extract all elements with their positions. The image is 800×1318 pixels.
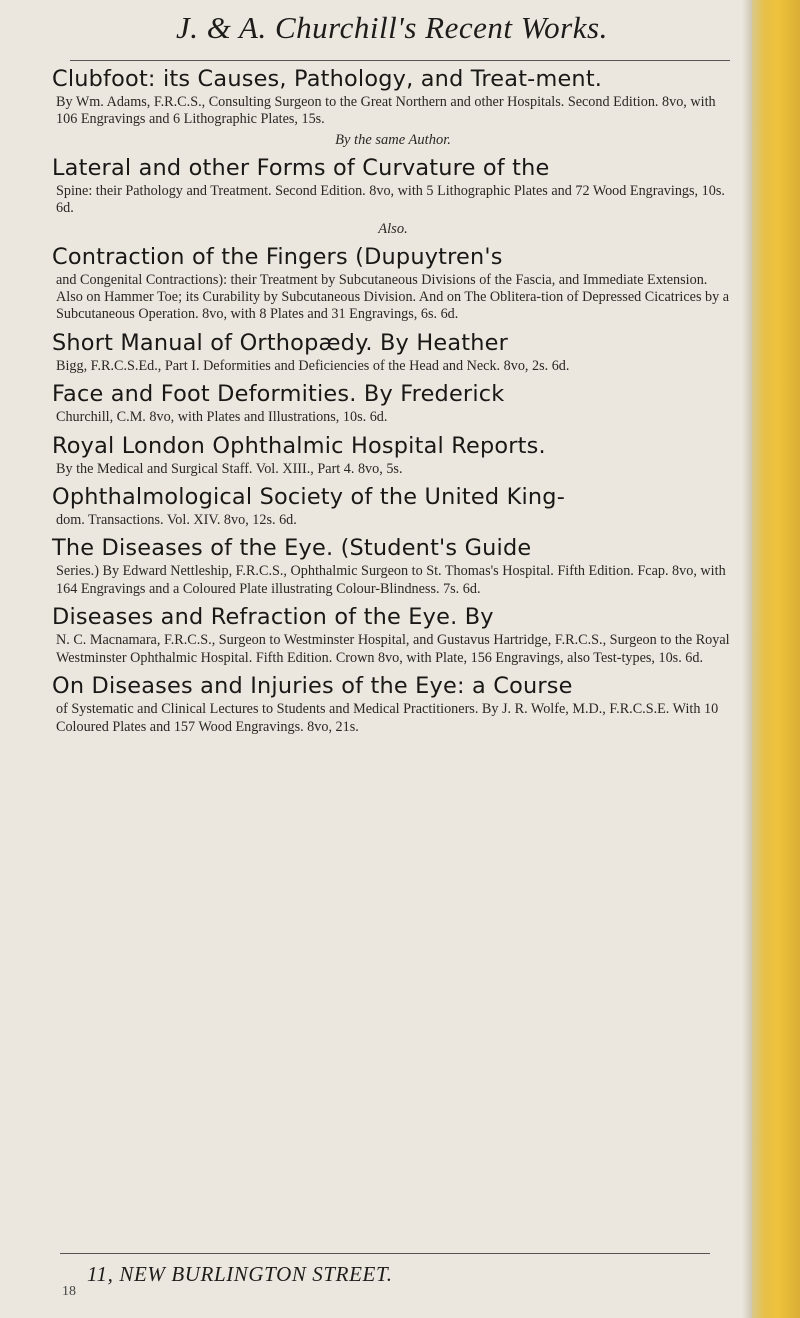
entry-description: By the Medical and Surgical Staff. Vol. XIII., Part 4. 8vo, 5s. (56, 460, 403, 477)
catalogue-entry (52, 484, 734, 529)
entry-description: Spine: their Pathology and Treatment. Second Edition. 8vo, with 5 Lithographic Plates and 72 Wood Engravings, 10s. 6d. (56, 182, 725, 217)
entry-title: Short Manual of Orthopædy. By Heather (52, 329, 508, 356)
entry-description: of Systematic and Clinical Lectures to Students and Medical Practitioners. By J. R. Wolfe, M.D., F.R.C.S.E. With 10 Coloured Plates and 157 Wood Engravings. 8vo, 21s. (56, 701, 719, 735)
catalogue-entry (52, 604, 734, 667)
gilt-page-edge (752, 0, 800, 1318)
entry-description: Series.) By Edward Nettleship, F.R.C.S., Ophthalmic Surgeon to St. Thomas's Hospital. Fifth Edition. Fcap. 8vo, with 164 Engravings and a Coloured Plate illustrating Colour-Blindness. 7s. 6d. (56, 563, 726, 597)
page-number: 18 (62, 1284, 76, 1299)
publisher-address: 11, NEW BURLINGTON STREET. (87, 1262, 393, 1286)
entry-title: Clubfoot: its Causes, Pathology, and Treat-ment. (52, 66, 603, 92)
entry-description: N. C. Macnamara, F.R.C.S., Surgeon to Westminster Hospital, and Gustavus Hartridge, F.R.C.S., Surgeon to the Royal Westminster Ophthalmic Hospital. Fifth Edition. Crown 8vo, with Plate, 156 Engravings, also Test-types, 10s. 6d. (56, 632, 730, 666)
catalogue-entry (52, 155, 734, 218)
entry-title: On Diseases and Injuries of the Eye: a Course (52, 673, 573, 700)
entry-description: dom. Transactions. Vol. XIV. 8vo, 12s. 6d. (56, 512, 297, 529)
catalogue-entries (52, 60, 734, 736)
catalogue-entry (52, 673, 734, 736)
author-note: Also. (378, 220, 408, 237)
entry-description: By Wm. Adams, F.R.C.S., Consulting Surgeon to the Great Northern and other Hospitals. Second Edition. 8vo, with 106 Engravings and 6 Lithographic Plates, 15s. (56, 94, 716, 128)
catalogue-entry (52, 66, 734, 129)
entry-description: and Congenital Contractions): their Treatment by Subcutaneous Divisions of the Fascia, and Immediate Extension. Also on Hammer Toe; its Curability by Subcutaneous Division. And on The Oblitera-tion of Depressed Cicatrices by a Subcutaneous Operation. 8vo, with 8 Plates and 31 Engravings, 6s. 6d. (56, 271, 730, 323)
catalogue-entry (52, 244, 734, 324)
entry-title: Diseases and Refraction of the Eye. By (52, 604, 494, 631)
entry-title: The Diseases of the Eye. (Student's Guide (52, 535, 532, 562)
entry-title: Ophthalmological Society of the United King- (52, 484, 565, 511)
entry-title: Face and Foot Deformities. By Frederick (52, 381, 505, 408)
catalogue-entry (52, 535, 734, 598)
footer-rule (60, 1253, 710, 1254)
running-header: J. & A. Churchill's Recent Works. (176, 10, 608, 45)
catalogue-entry (52, 330, 734, 375)
catalogue-entry (52, 381, 734, 426)
catalogue-entry (52, 433, 734, 478)
entry-title: Royal London Ophthalmic Hospital Reports. (52, 432, 546, 459)
entry-description: Bigg, F.R.C.S.Ed., Part I. Deformities and Deficiencies of the Head and Neck. 8vo, 2s. 6d. (56, 357, 570, 374)
entry-title: Lateral and other Forms of Curvature of the (52, 154, 550, 181)
entry-title: Contraction of the Fingers (Dupuytren's (52, 243, 503, 270)
entry-description: Churchill, C.M. 8vo, with Plates and Illustrations, 10s. 6d. (56, 409, 388, 426)
author-note: By the same Author. (335, 131, 451, 148)
